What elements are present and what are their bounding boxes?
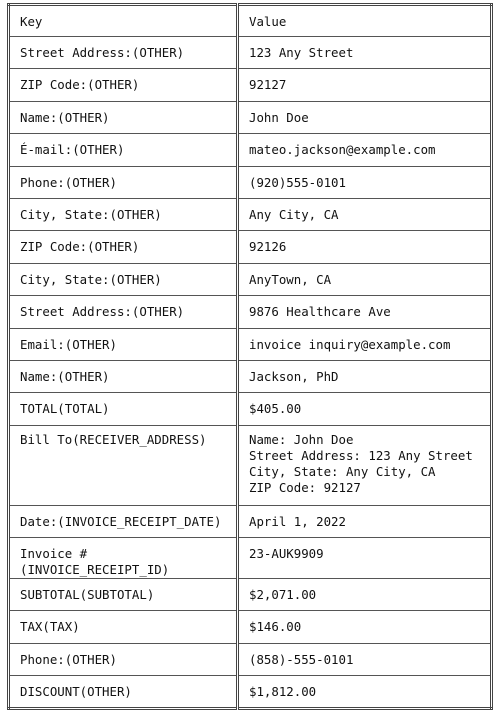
key-cell: TAX(TAX) [9, 611, 238, 643]
value-cell: 9876 Healthcare Ave [238, 296, 492, 328]
table-row [9, 296, 492, 328]
value-cell: $1,812.00 [238, 676, 492, 708]
value-cell: Any City, CA [238, 198, 492, 230]
table-row [9, 37, 492, 69]
table-row [9, 538, 492, 579]
value-cell: Name: John Doe Street Address: 123 Any Street City, State: Any City, CA ZIP Code: 92127 [238, 425, 492, 505]
table-row [9, 198, 492, 230]
value-cell: invoice inquiry@example.com [238, 328, 492, 360]
key-cell: Name:(OTHER) [9, 360, 238, 392]
table-row [9, 393, 492, 425]
table-row [9, 101, 492, 133]
column-header-key: Key [9, 5, 238, 37]
key-cell: Street Address:(OTHER) [9, 37, 238, 69]
value-cell: 123 Any Street [238, 37, 492, 69]
key-value-table [7, 3, 493, 710]
key-cell: Phone:(OTHER) [9, 166, 238, 198]
table-row [9, 69, 492, 101]
table-row [9, 505, 492, 537]
value-cell: April 1, 2022 [238, 505, 492, 537]
table-row [9, 643, 492, 675]
table-row [9, 611, 492, 643]
table-header-row [9, 5, 492, 37]
value-cell: mateo.jackson@example.com [238, 134, 492, 166]
column-header-value: Value [238, 5, 492, 37]
key-cell: Name:(OTHER) [9, 101, 238, 133]
table-row [9, 579, 492, 611]
key-cell: Street Address:(OTHER) [9, 296, 238, 328]
key-cell: Date:(INVOICE_RECEIPT_DATE) [9, 505, 238, 537]
key-cell: É-mail:(OTHER) [9, 134, 238, 166]
value-cell: John Doe [238, 101, 492, 133]
value-cell: 92127 [238, 69, 492, 101]
key-cell: TOTAL(TOTAL) [9, 393, 238, 425]
key-cell: ZIP Code:(OTHER) [9, 231, 238, 263]
table-row [9, 166, 492, 198]
key-cell: Bill To(RECEIVER_ADDRESS) [9, 425, 238, 505]
value-cell: $405.00 [238, 393, 492, 425]
key-cell: DISCOUNT(OTHER) [9, 676, 238, 708]
value-cell: $146.00 [238, 611, 492, 643]
table-row [9, 328, 492, 360]
key-cell: Invoice #(INVOICE_RECEIPT_ID) [9, 538, 238, 579]
table-row [9, 263, 492, 295]
key-cell: Email:(OTHER) [9, 328, 238, 360]
table-row [9, 231, 492, 263]
value-cell: $2,071.00 [238, 579, 492, 611]
key-cell: Phone:(OTHER) [9, 643, 238, 675]
value-cell: Jackson, PhD [238, 360, 492, 392]
key-cell: ZIP Code:(OTHER) [9, 69, 238, 101]
table-row [9, 676, 492, 708]
value-cell: 92126 [238, 231, 492, 263]
value-cell: (858)-555-0101 [238, 643, 492, 675]
key-cell: City, State:(OTHER) [9, 263, 238, 295]
key-cell: City, State:(OTHER) [9, 198, 238, 230]
value-cell: AnyTown, CA [238, 263, 492, 295]
table-row [9, 425, 492, 505]
key-cell: SUBTOTAL(SUBTOTAL) [9, 579, 238, 611]
value-cell: (920)555-0101 [238, 166, 492, 198]
table-row [9, 134, 492, 166]
table-row [9, 360, 492, 392]
value-cell: 23-AUK9909 [238, 538, 492, 579]
